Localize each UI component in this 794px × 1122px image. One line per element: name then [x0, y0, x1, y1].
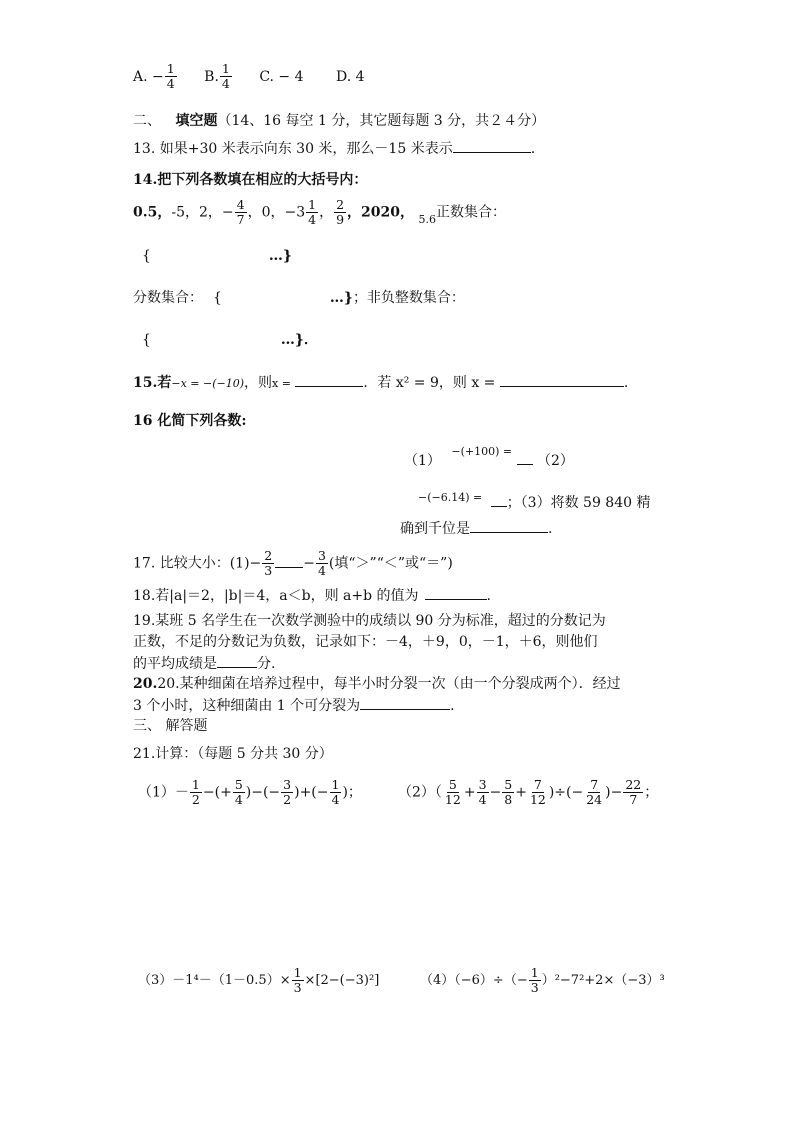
positive-set-braces: { …}	[142, 248, 292, 264]
fraction: $\frac{1}{4}$	[166, 61, 175, 91]
question-20-line2: 3 个小时，这种细菌由 1 个可分裂为 .	[133, 695, 455, 716]
fraction-set-line: 分数集合： { …}；非负整数集合：	[133, 290, 465, 306]
question-19-line1: 19.某班 5 名学生在一次数学测验中的成绩以 90 分为标准，超过的分数记为	[133, 613, 606, 629]
question-13: 13. 如果+30 米表示向东 30 米，那么－15 米表示 .	[133, 138, 535, 159]
fraction: $\frac{2}{9}$	[336, 197, 345, 227]
question-21-title: 21.计算：（每题 5 分共 30 分）	[133, 746, 333, 762]
nonneg-set-braces: { …}．	[142, 332, 318, 348]
fraction: $\frac{3}{4}$	[317, 548, 326, 578]
question-21-part2: （2）（ $\frac{5}{12}$ + $\frac{3}{4}$ − $\frac{5}{8}$ + $\frac{7}{12}$ )÷(− $\frac{7}{24}$ )− $\frac{22}{7}$ ；	[398, 777, 659, 807]
question-21-part3: （3）－1⁴－（1－0.5）× $\frac{1}{3}$ ×[2−(−3)²]	[138, 965, 380, 995]
answer-blank[interactable]	[217, 653, 257, 668]
fraction: $\frac{5}{4}$	[234, 777, 243, 807]
options-line	[133, 62, 365, 91]
answer-blank[interactable]	[500, 372, 624, 387]
answer-blank[interactable]	[453, 138, 531, 153]
question-14-title: 14.把下列各数填在相应的大括号内：	[133, 172, 368, 188]
answer-blank[interactable]	[360, 695, 450, 710]
question-16-part3: 确到千位是 .	[400, 518, 552, 539]
question-21-part4: （4）（−6）÷（− $\frac{1}{3}$ ）²−7²+2×（−3）³	[420, 965, 665, 995]
question-19-line3: 的平均成绩是 分.	[133, 653, 275, 674]
fraction: $\frac{7}{12}$	[529, 777, 546, 807]
answer-blank[interactable]	[295, 372, 363, 387]
question-18: 18.若|a|＝2，|b|＝4，a＜b，则 a+b 的值为 .	[133, 585, 491, 606]
question-16-part2: $^{-(-6.14) =}$ ；（3）将数 59 840 精	[418, 491, 651, 511]
question-19-line2: 正数，不足的分数记为负数，记录如下：－4，＋9，0，－1，＋6，则他们	[133, 634, 598, 650]
fraction: $\frac{1}{4}$	[308, 197, 317, 227]
fraction: $\frac{5}{8}$	[504, 777, 513, 807]
answer-blank[interactable]	[425, 585, 487, 600]
fraction: $\frac{1}{2}$	[191, 777, 200, 807]
option-b: B. $\frac{1}{4}$	[204, 61, 230, 91]
question-20-line1: 20.20.某种细菌在培养过程中，每半小时分裂一次（由一个分裂成两个）．经过	[133, 676, 621, 692]
question-17: 17. 比较大小：(1)− $\frac{2}{3}$ − $\frac{3}{4}$ (填“＞”“＜”或“＝”)	[133, 548, 453, 578]
fraction: $\frac{5}{12}$	[444, 777, 461, 807]
answer-blank[interactable]	[517, 450, 533, 465]
repeating-decimal: 5.6	[418, 212, 436, 226]
section-2-heading: 二、 填空题（14、16 每空 1 分，其它题每题 3 分，共２４分）	[133, 113, 546, 129]
fraction: $\frac{1}{3}$	[293, 965, 302, 995]
fraction: $\frac{7}{24}$	[586, 777, 603, 807]
section-3-heading: 三、 解答题	[133, 718, 208, 734]
fraction: $\frac{1}{4}$	[331, 777, 340, 807]
answer-blank[interactable]	[470, 518, 548, 533]
option-c: C. − 4	[259, 68, 304, 85]
fraction: $\frac{4}{7}$	[236, 197, 245, 227]
question-14-numbers: 0.5，-5，2，− $\frac{4}{7}$ ，0，−3 $\frac{1}{4}$ ， $\frac{2}{9}$ ，2020， $_{5.6}$正数集合：	[133, 197, 506, 227]
option-d: D. 4	[335, 68, 365, 85]
option-a: A. − $\frac{1}{4}$	[133, 61, 175, 91]
fraction: $\frac{2}{3}$	[264, 548, 273, 578]
fraction: $\frac{1}{3}$	[530, 965, 539, 995]
question-16-title: 16 化简下列各数:	[133, 413, 247, 429]
question-16-part1: （1） $^{-(+100) =}$ （2）	[404, 445, 574, 469]
answer-blank[interactable]	[275, 553, 303, 568]
answer-blank[interactable]	[491, 492, 507, 507]
fraction: $\frac{3}{2}$	[283, 777, 292, 807]
question-15: 15.若−x = −(−10)，则x = ．若 x² = 9，则 x = .	[133, 372, 628, 394]
fraction: $\frac{22}{7}$	[625, 777, 642, 807]
fraction: $\frac{3}{4}$	[478, 777, 487, 807]
question-21-part1: （1）－ $\frac{1}{2}$ −(+ $\frac{5}{4}$ )−(− $\frac{3}{2}$ )+(− $\frac{1}{4}$ )；	[138, 777, 362, 807]
fraction: $\frac{1}{4}$	[221, 61, 230, 91]
